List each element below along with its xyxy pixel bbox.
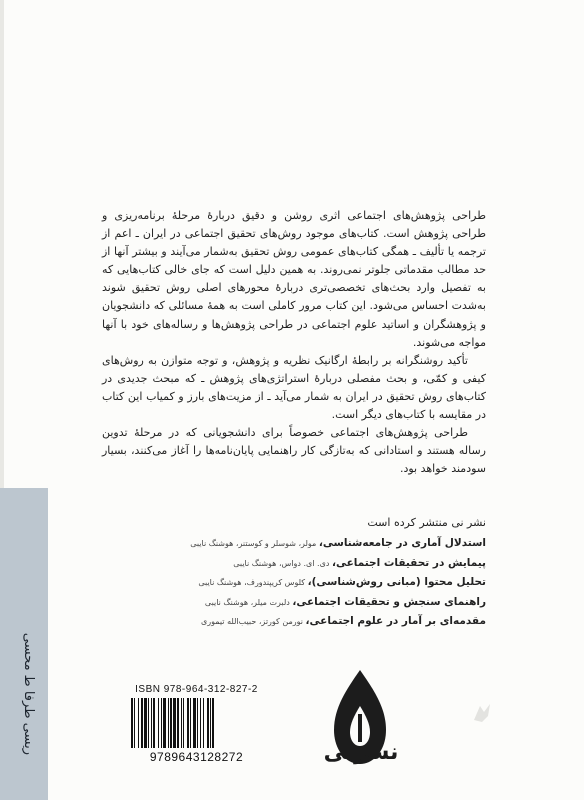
barcode-bar (173, 698, 176, 748)
book-author: مولر، شوسلر و کوستنر، هوشنگ نایبی (190, 539, 319, 548)
published-books-list (186, 516, 486, 632)
blurb-paragraph-2: تأکید روشنگرانه بر رابطهٔ ارگانیک نظریه و پژوهش، و توجه متوازن به روش‌های کیفی و کمّی، و بحث مفصلی دربارهٔ استراتژی‌های پژوهش ـ که مبحث جدیدی در کتاب‌های روش تحقیق در ایران به شمار می‌آید ـ از مزیت‌های بارز و کمیاب این کتاب در مقایسه با کتاب‌های دیگر است. (102, 353, 486, 422)
book-title: مقدمه‌ای بر آمار در علوم اجتماعی، (305, 615, 486, 628)
barcode-bar (183, 698, 184, 748)
blurb-paragraph-3: طراحی پژوهش‌های اجتماعی خصوصاً برای دانشجویانی که در مرحلهٔ تدوین رساله هستند و استادانی که به‌تازگی کار راهنمایی پایان‌نامه‌ها را آغاز می‌کنند، بسیار سودمند خواهد بود. (102, 426, 486, 476)
published-item (186, 573, 486, 593)
barcode-bar (207, 698, 209, 748)
barcode-bar (131, 698, 133, 748)
book-author: دی. ای. دواس، هوشنگ نایبی (233, 558, 332, 568)
barcode-bar (161, 698, 162, 748)
barcode-bar (203, 698, 204, 748)
stain-mark (470, 700, 494, 726)
barcode-bar (190, 698, 191, 748)
published-heading: نشر نی منتشر کرده است (367, 516, 486, 529)
book-title: تحلیل محتوا (مبانی روش‌شناسی)، (307, 576, 486, 589)
barcode-bar (197, 698, 198, 748)
barcode-bar (193, 698, 196, 748)
blurb-paragraph-1: طراحی پژوهش‌های اجتماعی اثری روشن و دقیق دربارهٔ مرحلهٔ برنامه‌ریزی و طراحی پژوهش است. کتاب‌های موجود روش‌های تحقیق اجتماعی در ایران ـ اعم از ترجمه یا تألیف ـ همگی کتاب‌های عمومی روش تحقیق به‌شمار می‌آیند و بیشتر آنها از حد مطالب مقدماتی جلوتر نمی‌روند. به همین دلیل است که جای خالی کتاب‌هایی که به تفصیل وارد بحث‌های تخصصی‌تری دربارهٔ محورهای اصلی روش تحقیق شوند به‌شدت احساس می‌شود. این کتاب مرور کاملی است به همهٔ مسائلی که دانشجویان و پژوهشگران و اساتید علوم اجتماعی در طراحی پژوهش‌ها و رساله‌های خود با آنها مواجه می‌شوند. (102, 209, 486, 349)
spine-label: ریسی طرفا ط محسی (21, 632, 36, 755)
barcode-bar (144, 698, 147, 748)
barcode-bar (163, 698, 166, 748)
book-title: پیمایش در تحقیقات اجتماعی، (331, 556, 486, 569)
book-author: کلوس کریپندورف، هوشنگ نایبی (198, 578, 308, 588)
book-title: راهنمای سنجش و تحقیقات اجتماعی، (292, 595, 486, 608)
barcode-bar (210, 698, 211, 748)
isbn-label: ISBN 978-964-312-827-2 (135, 684, 258, 695)
published-item (186, 534, 486, 554)
barcode-bar (148, 698, 149, 748)
barcode-bar (151, 698, 152, 748)
barcode-bar (200, 698, 201, 748)
published-item (186, 593, 486, 613)
publisher-name: نشرنی (323, 740, 399, 765)
barcode-bar (181, 698, 182, 748)
book-author: دلبرت میلر، هوشنگ نایبی (204, 597, 293, 607)
blurb-text (102, 207, 486, 478)
barcode-bar (212, 698, 214, 748)
published-item (186, 554, 486, 574)
barcode-icon (131, 698, 263, 748)
published-item (186, 612, 486, 632)
barcode-bar (138, 698, 139, 748)
barcode-bar (168, 698, 169, 748)
barcode-bar (134, 698, 135, 748)
barcode-bar (158, 698, 159, 748)
barcode-bar (187, 698, 189, 748)
barcode-bar (141, 698, 143, 748)
barcode-bar (153, 698, 155, 748)
barcode-bar (177, 698, 179, 748)
barcode-bar (170, 698, 172, 748)
book-title: استدلال آماری در جامعه‌شناسی، (318, 537, 486, 549)
isbn-digits: 9789643128272 (149, 750, 244, 764)
book-author: نورمن کورتز، حبیب‌الله تیموری (201, 617, 306, 627)
isbn-barcode (127, 684, 266, 766)
